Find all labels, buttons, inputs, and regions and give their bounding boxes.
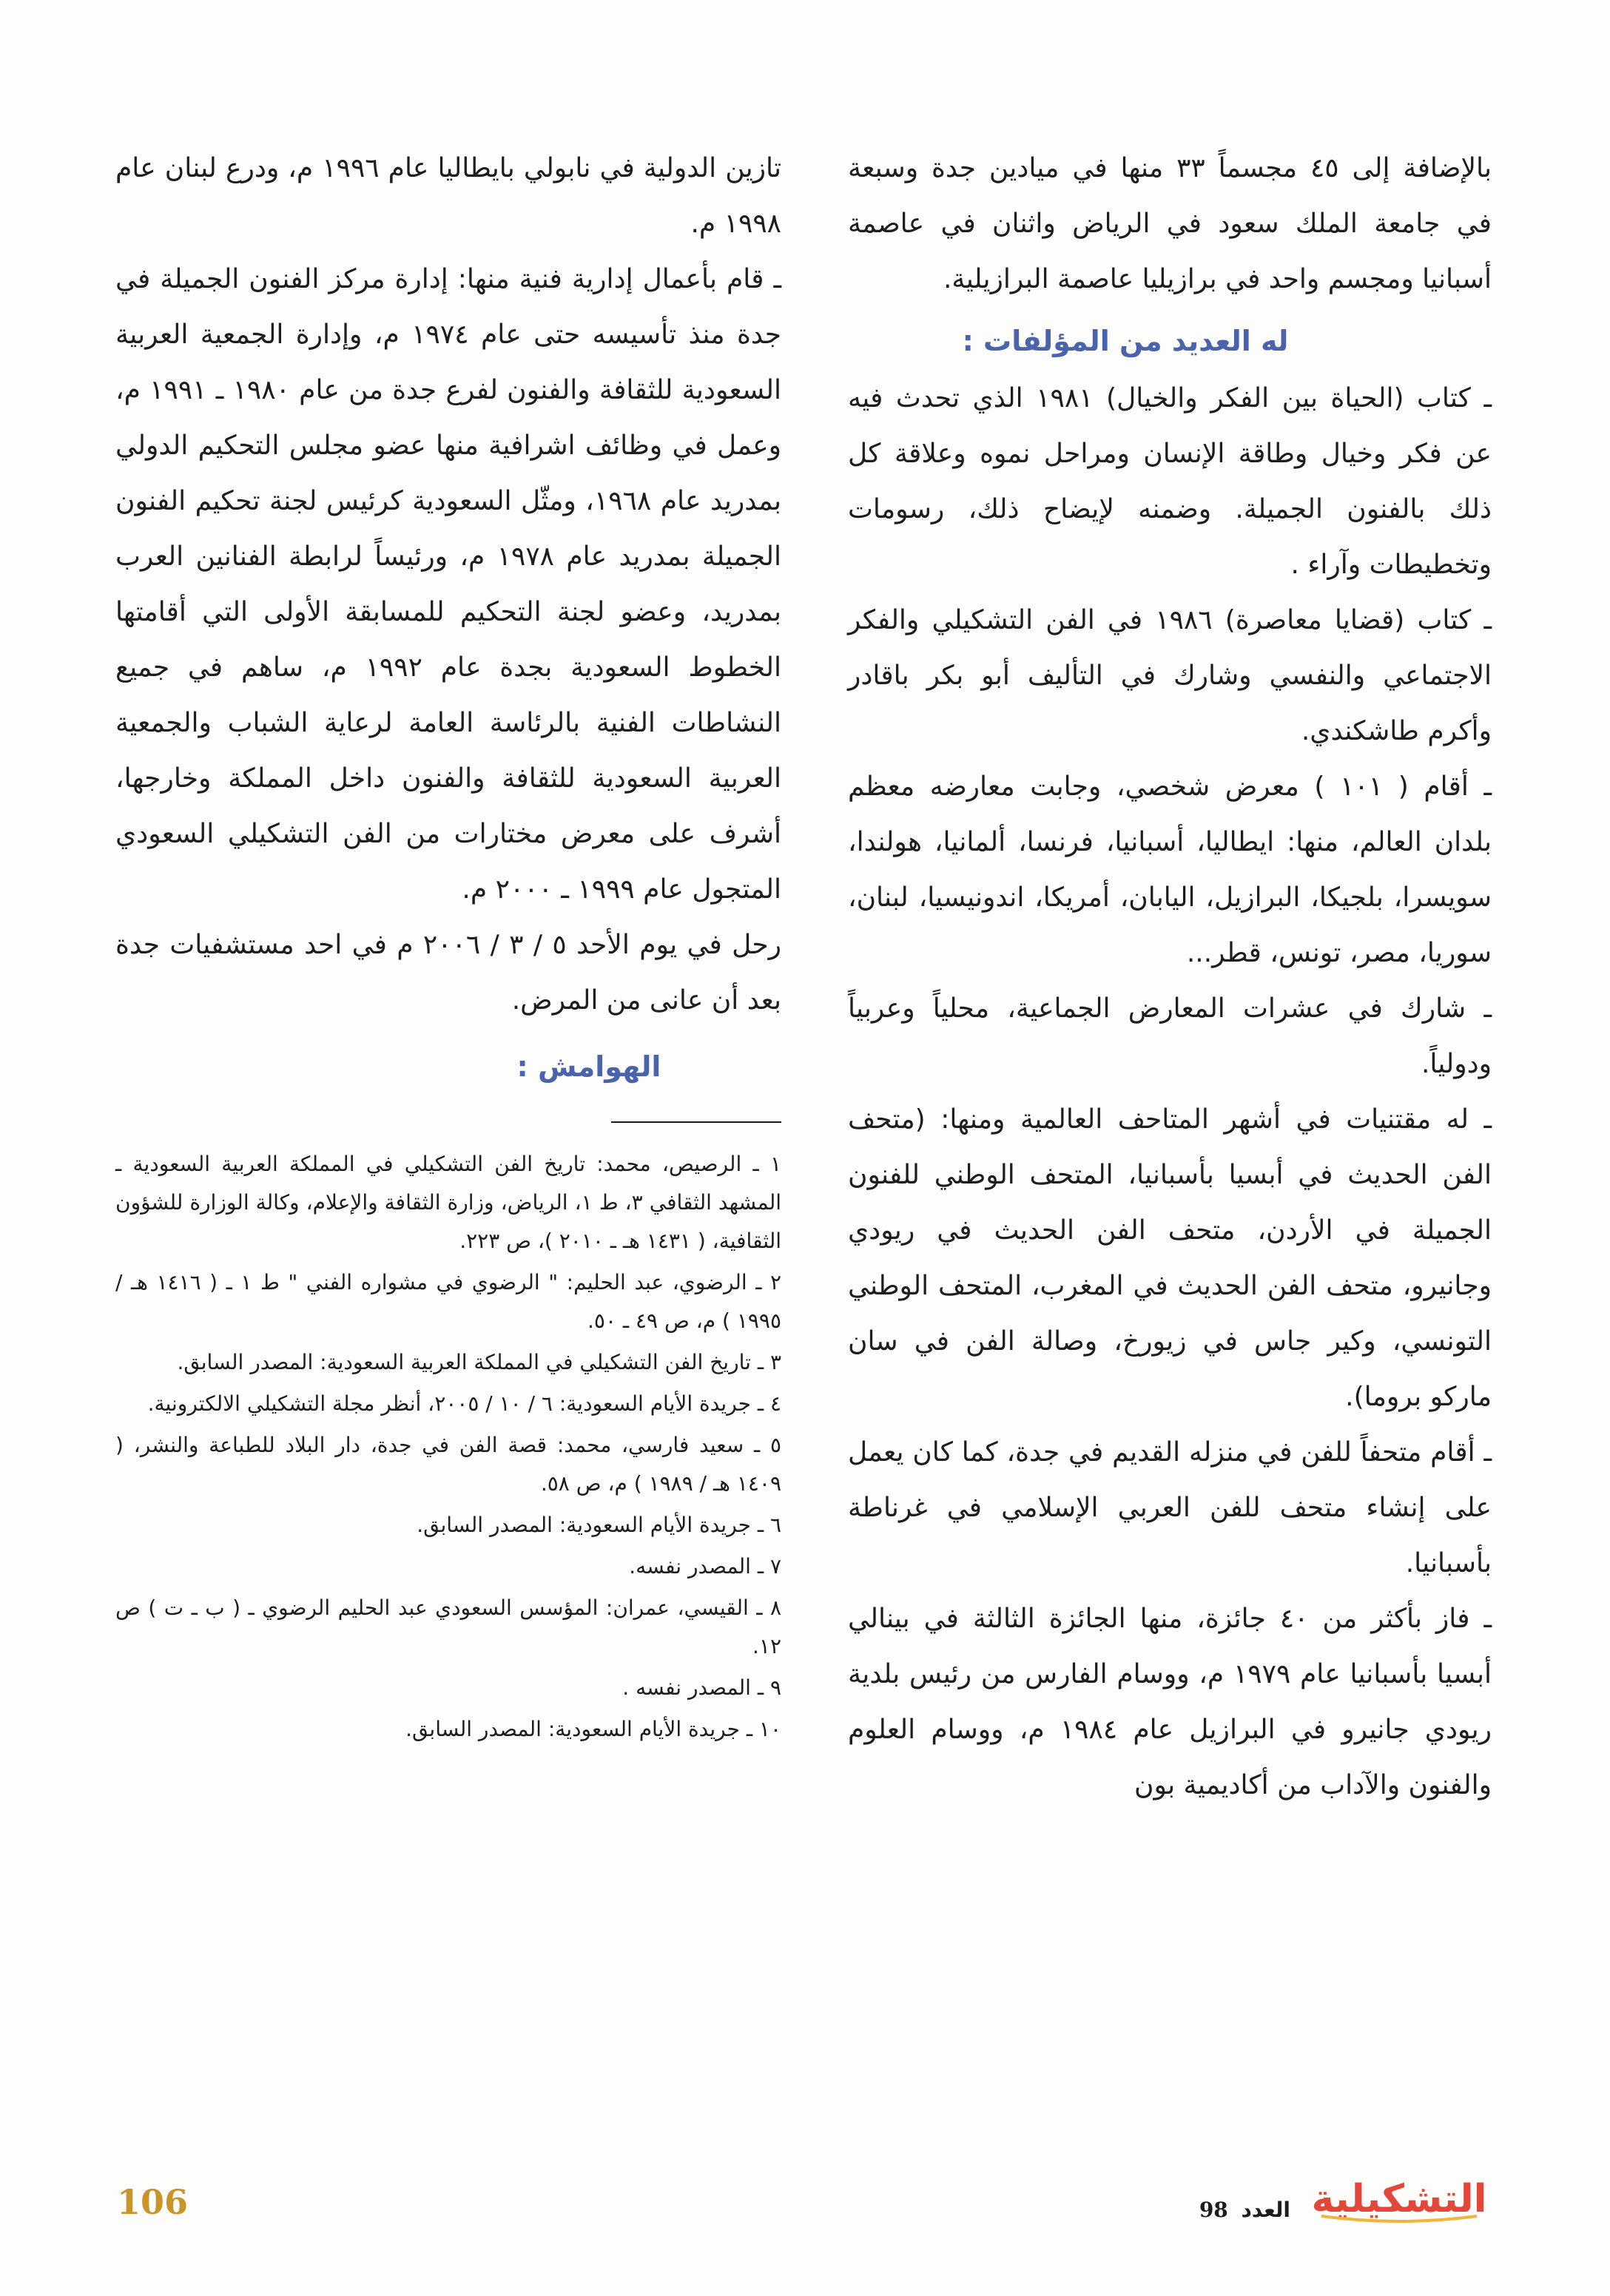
left-column xyxy=(115,141,781,1752)
issue-number: 98 xyxy=(1199,2198,1228,2222)
intro-paragraph: بالإضافة إلى ٤٥ مجسماً ٣٣ منها في ميادين جدة وسبعة في جامعة الملك سعود في الرياض واثنان في عاصمة أسبانيا ومجسم واحد في برازيليا عاصمة البرازيلية. xyxy=(848,153,1492,294)
right-column xyxy=(848,141,1492,1813)
paragraph-home-museum: ـ أقام متحفاً للفن في منزله القديم في جدة، كما كان يعمل على إنشاء متحف للفن العربي الإسلامي في غرناطة بأسبانيا. xyxy=(848,1437,1492,1578)
footnote-item: ١٠ ـ جريدة الأيام السعودية: المصدر السابق. xyxy=(405,1717,781,1741)
publications-heading: له العديد من المؤلفات : xyxy=(962,325,1289,357)
footnote-item: ٧ ـ المصدر نفسه. xyxy=(629,1554,781,1578)
footnote-item: ٨ ـ القيسي، عمران: المؤسس السعودي عبد الحليم الرضوي ـ ( ب ـ ت ) ص ١٢. xyxy=(115,1596,781,1658)
footnote-item: ٦ ـ جريدة الأيام السعودية: المصدر السابق. xyxy=(417,1513,781,1537)
footnotes-heading: الهوامش : xyxy=(516,1050,661,1083)
footnote-item: ٩ ـ المصدر نفسه . xyxy=(622,1675,781,1700)
paragraph-awards-continued: تازين الدولية في نابولي بايطاليا عام ١٩٩٦ م، ودرع لبنان عام ١٩٩٨ م. xyxy=(115,153,781,239)
footnotes-list xyxy=(115,1145,781,1749)
footnote-item: ٥ ـ سعيد فارسي، محمد: قصة الفن في جدة، دار البلاد للطباعة والنشر، ( ١٤٠٩ هـ / ١٩٨٩ ) م، ص ٥٨. xyxy=(115,1433,781,1496)
footnote-item: ١ ـ الرصيص، محمد: تاريخ الفن التشكيلي في المملكة العربية السعودية ـ المشهد الثقافي ٣، ط ١، الرياض، وزارة الثقافة والإعلام، وكالة الوزارة للشؤون الثقافية، ( ١٤٣١ هـ ـ ٢٠١٠ )، ص ٢٢٣. xyxy=(115,1152,782,1253)
paragraph-awards: ـ فاز بأكثر من ٤٠ جائزة، منها الجائزة الثالثة في بينالي أبسيا بأسبانيا عام ١٩٧٩ م، ووسام الفارس من رئيس بلدية ريودي جانيرو في البرازيل عام ١٩٨٤ م، ووسام العلوم والفنون والآداب من أكاديمية بون xyxy=(848,1604,1492,1800)
paragraph-museum-holdings: ـ له مقتنيات في أشهر المتاحف العالمية ومنها: (متحف الفن الحديث في أبسيا بأسبانيا، المتحف الوطني للفنون الجميلة في الأردن، متحف الفن الحديث في ريودي وجانيرو، متحف الفن الحديث في المغرب، المتحف الوطني التونسي، وكير جاس في زيورخ، وصالة الفن في سان ماركو بروما). xyxy=(848,1104,1492,1412)
footnote-item: ٣ ـ تاريخ الفن التشكيلي في المملكة العربية السعودية: المصدر السابق. xyxy=(177,1350,781,1374)
paragraph-exhibitions: ـ أقام ( ١٠١ ) معرض شخصي، وجابت معارضه معظم بلدان العالم، منها: ايطاليا، أسبانيا، فرنسا، ألمانيا، هولندا، سويسرا، بلجيكا، البرازيل، اليابان، أمريكا، اندونيسيا، لبنان، سوريا، مصر، تونس، قطر... xyxy=(848,771,1492,968)
paragraph-administrative-work: ـ قام بأعمال إدارية فنية منها: إدارة مركز الفنون الجميلة في جدة منذ تأسيسه حتى عام ١٩٧٤ م، وإدارة الجمعية العربية السعودية للثقافة والفنون لفرع جدة من عام ١٩٨٠ ـ ١٩٩١ م، وعمل في وظائف اشرافية منها عضو مجلس التحكيم الدولي بمدريد عام ١٩٦٨، ومثّل السعودية كرئيس لجنة تحكيم الفنون الجميلة بمدريد عام ١٩٧٨ م، ورئيساً لرابطة الفنانين العرب بمدريد، وعضو لجنة التحكيم للمسابقة الأولى التي أقامتها الخطوط السعودية بجدة عام ١٩٩٢ م، ساهم في جميع النشاطات الفنية بالرئاسة العامة لرعاية الشباب والجمعية العربية السعودية للثقافة والفنون داخل المملكة وخارجها، أشرف على معرض مختارات من الفن التشكيلي السعودي المتجول عام ١٩٩٩ ـ ٢٠٠٠ م. xyxy=(115,264,782,905)
issue-label: العدد xyxy=(1241,2198,1290,2222)
magazine-logo xyxy=(1307,2166,1492,2225)
footnote-item: ٤ ـ جريدة الأيام السعودية: ٦ / ١٠ / ٢٠٠٥، أنظر مجلة التشكيلي الالكترونية. xyxy=(147,1391,781,1416)
page-number: 106 xyxy=(117,2182,189,2222)
paragraph-book-life: ـ كتاب (الحياة بين الفكر والخيال) ١٩٨١ الذي تحدث فيه عن فكر وخيال وطاقة الإنسان ومراحل نموه وعلاقة كل ذلك بالفنون الجميلة. وضمنه لإيضاح ذلك، رسومات وتخطيطات وآراء . xyxy=(848,383,1492,580)
logo-text: التشكيلية xyxy=(1311,2177,1487,2221)
footnotes-divider xyxy=(611,1121,781,1123)
footnote-item: ٢ ـ الرضوي، عبد الحليم: " الرضوي في مشواره الفني " ط ١ ـ ( ١٤١٦ هـ / ١٩٩٥ ) م، ص ٤٩ ـ ٥٠. xyxy=(115,1270,782,1333)
paragraph-death: رحل في يوم الأحد ٥ / ٣ / ٢٠٠٦ م في احد مستشفيات جدة بعد أن عانى من المرض. xyxy=(115,930,782,1016)
issue-label-group xyxy=(1199,2198,1290,2225)
paragraph-group-exhibitions: ـ شارك في عشرات المعارض الجماعية، محلياً وعربياً ودولياً. xyxy=(848,993,1492,1079)
magazine-footer xyxy=(1199,2166,1492,2225)
paragraph-book-issues: ـ كتاب (قضايا معاصرة) ١٩٨٦ في الفن التشكيلي والفكر الاجتماعي والنفسي وشارك في التأليف أبو بكر باقادر وأكرم طاشكندي. xyxy=(848,605,1492,746)
